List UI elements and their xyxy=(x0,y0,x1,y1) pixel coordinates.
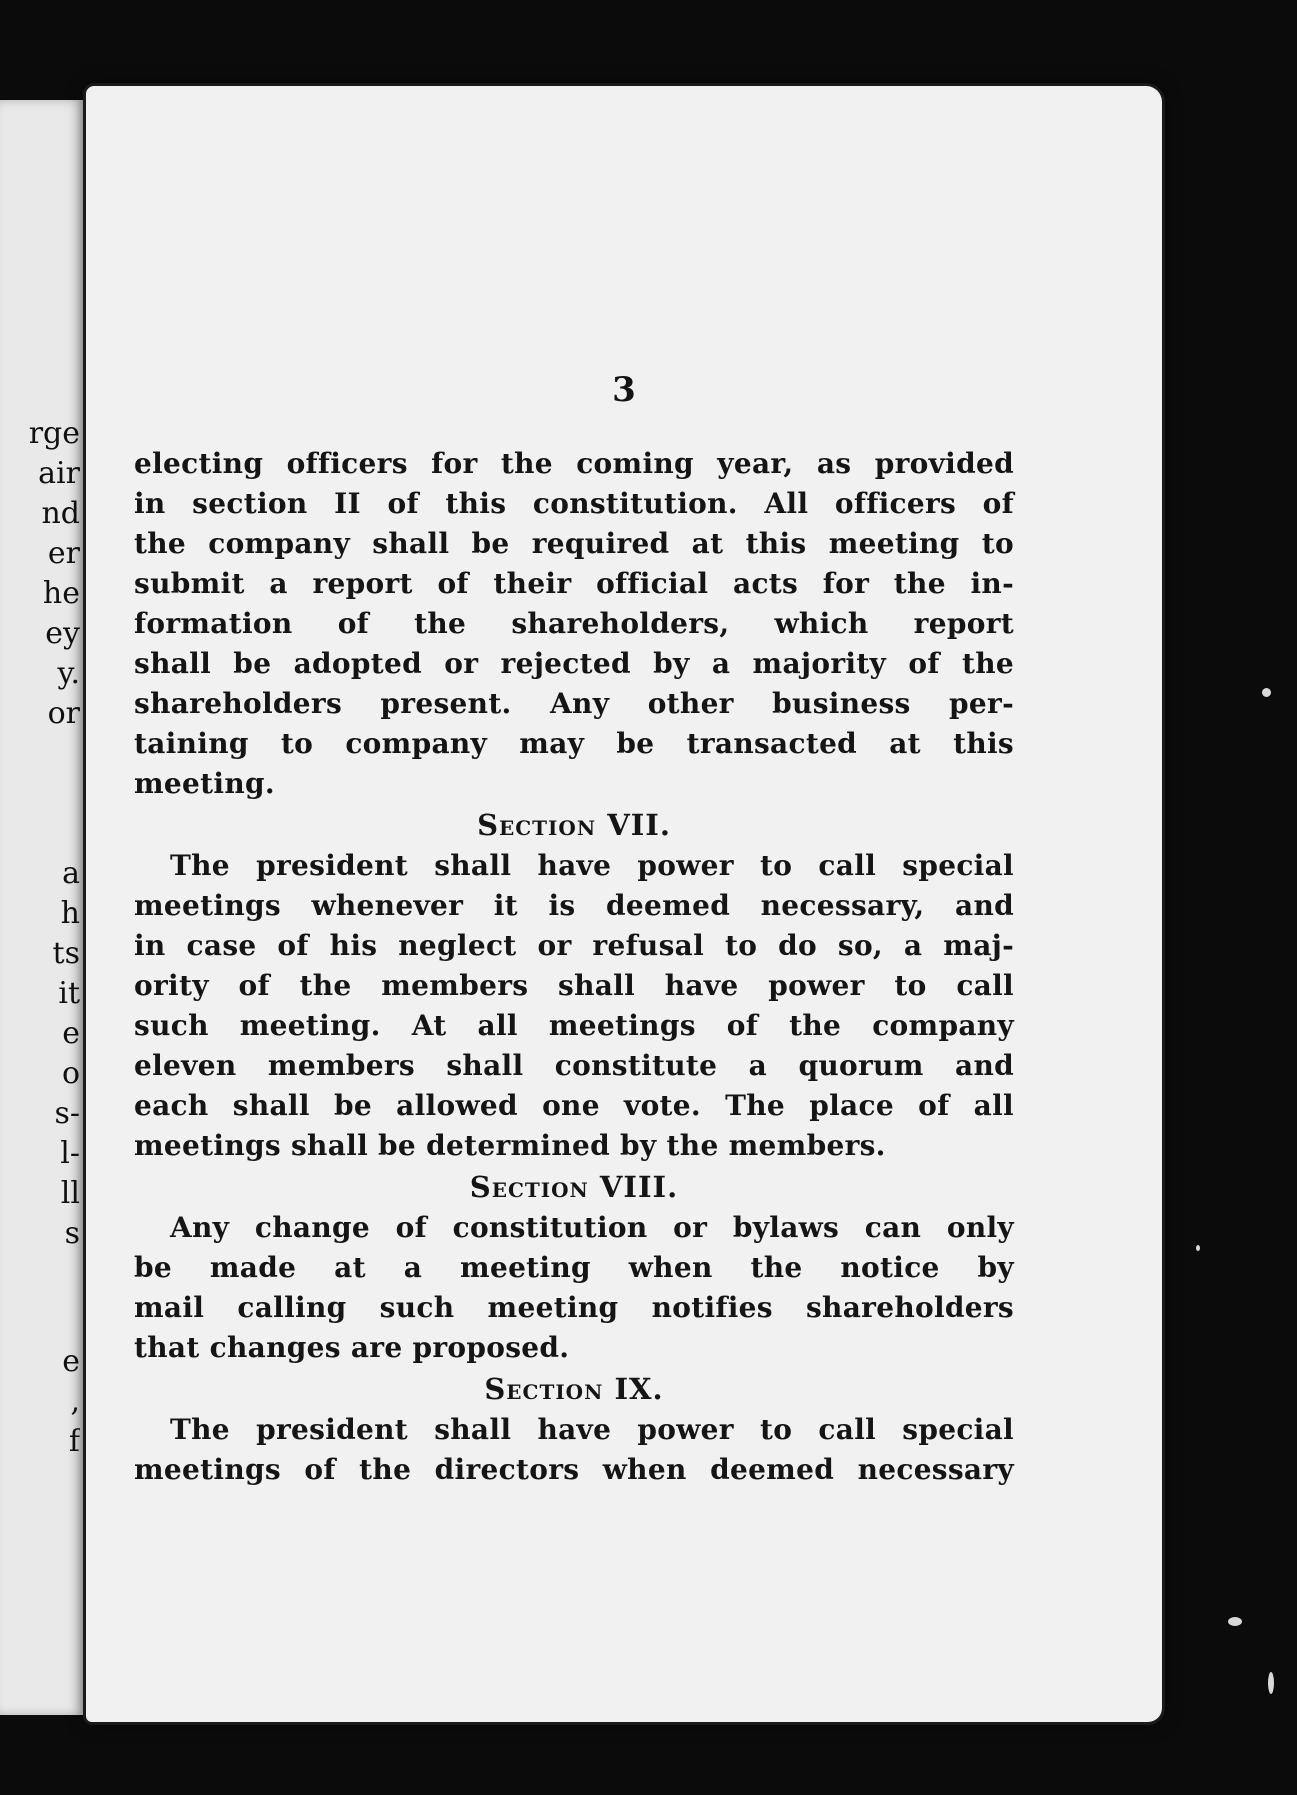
left-fragment: e xyxy=(62,1016,80,1051)
text-line: Any change of constitution or bylaws can only xyxy=(170,1211,1014,1244)
left-fragment: it xyxy=(58,976,80,1011)
page-number: 3 xyxy=(612,370,636,410)
scan-speck xyxy=(1268,1672,1274,1694)
text-line: in case of his neglect or refusal to do so, a maj- xyxy=(134,929,1014,962)
left-fragment: ey xyxy=(45,616,80,651)
scan-speck xyxy=(1262,688,1271,697)
text-line: electing officers for the coming year, as provided xyxy=(134,447,1014,480)
left-fragment: l- xyxy=(60,1136,80,1171)
text-line: meetings shall be determined by the members. xyxy=(134,1129,886,1162)
document-page xyxy=(86,86,1162,1722)
section-vii-body xyxy=(134,846,1014,1166)
left-fragment: y. xyxy=(57,656,80,691)
text-line: shall be adopted or rejected by a majority of the xyxy=(134,647,1014,680)
text-line: be made at a meeting when the notice by xyxy=(134,1251,1014,1284)
section-viii-body xyxy=(134,1208,1014,1368)
left-fragment: he xyxy=(42,576,80,611)
left-fragment: er xyxy=(47,536,80,571)
text-line: The president shall have power to call special xyxy=(170,1413,1014,1446)
text-line: mail calling such meeting notifies shareholders xyxy=(134,1291,1014,1324)
left-fragment: s xyxy=(64,1216,80,1251)
text-line: the company shall be required at this meeting to xyxy=(134,527,1014,560)
left-fragment: nd xyxy=(41,496,80,531)
text-line: that changes are proposed. xyxy=(134,1331,570,1364)
paragraph-continuation xyxy=(134,444,1014,804)
text-line: formation of the shareholders, which report xyxy=(134,607,1014,640)
section-heading-ix: Section IX. xyxy=(484,1372,664,1406)
scan-speck xyxy=(1196,1245,1200,1251)
text-line: such meeting. At all meetings of the company xyxy=(134,1009,1014,1042)
left-fragment: a xyxy=(62,856,80,891)
text-line: The president shall have power to call special xyxy=(170,849,1014,882)
text-line: meetings whenever it is deemed necessary, and xyxy=(134,889,1014,922)
left-fragment: , xyxy=(70,1384,80,1419)
left-fragment: ll xyxy=(60,1176,80,1211)
section-heading-vii: Section VII. xyxy=(477,808,671,842)
left-fragment: h xyxy=(60,896,80,931)
text-line: shareholders present. Any other business per- xyxy=(134,687,1014,720)
text-line: eleven members shall constitute a quorum and xyxy=(134,1049,1014,1082)
left-fragment: air xyxy=(38,456,80,491)
left-fragment: f xyxy=(68,1424,80,1459)
text-line: submit a report of their official acts for the in- xyxy=(134,567,1014,600)
left-page-text-fragments xyxy=(0,414,80,1462)
left-fragment: rge xyxy=(28,416,80,451)
section-ix-body xyxy=(134,1410,1014,1490)
left-fragment: e xyxy=(62,1344,80,1379)
section-heading-viii: Section VIII. xyxy=(469,1170,679,1204)
text-line: taining to company may be transacted at this xyxy=(134,727,1014,760)
left-fragment: s- xyxy=(54,1096,80,1131)
left-fragment: ts xyxy=(52,936,80,971)
page-body-text xyxy=(134,444,1014,1490)
text-line: meeting. xyxy=(134,767,275,800)
scan-speck xyxy=(1228,1617,1242,1626)
left-fragment: or xyxy=(47,696,80,731)
left-fragment: o xyxy=(61,1056,80,1091)
text-line: in section II of this constitution. All officers of xyxy=(134,487,1014,520)
text-line: each shall be allowed one vote. The place of all xyxy=(134,1089,1014,1122)
text-line: meetings of the directors when deemed necessary xyxy=(134,1453,1014,1486)
text-line: ority of the members shall have power to call xyxy=(134,969,1014,1002)
